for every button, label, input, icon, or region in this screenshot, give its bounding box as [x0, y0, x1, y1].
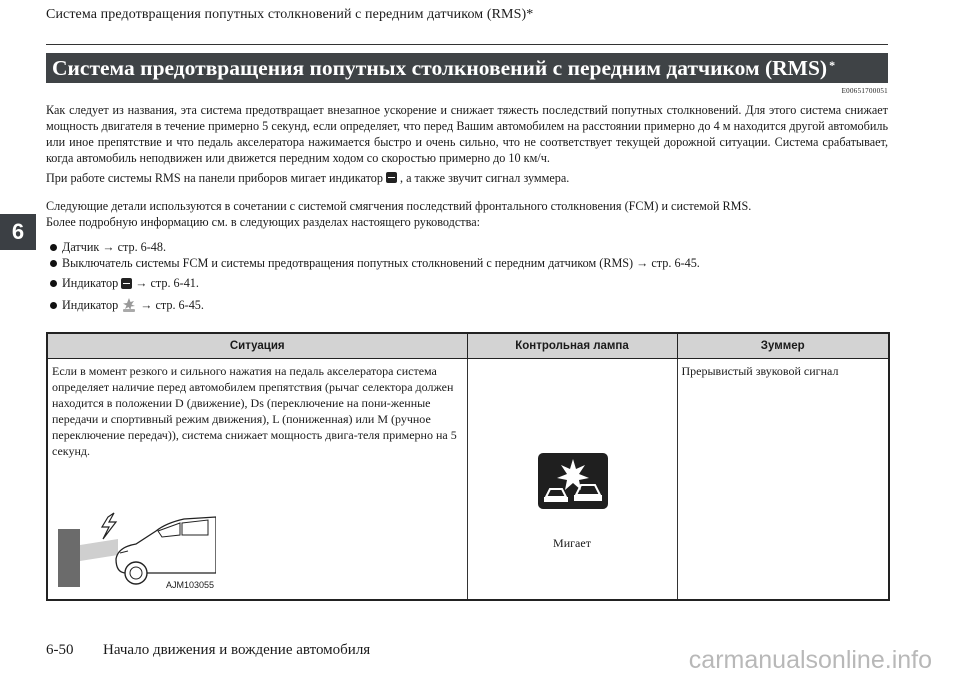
section-title-band: [46, 53, 888, 83]
running-header: Система предотвращения попутных столкновений с передним датчиком (RMS)*: [46, 7, 534, 22]
bullet-icon: [50, 280, 57, 287]
page-number: 6-50: [46, 642, 74, 658]
figure-code: AJM103055: [166, 580, 215, 590]
list-item: [50, 297, 204, 313]
list-item: [50, 275, 199, 291]
section-title: Система предотвращения попутных столкновений с передним датчиком (RMS): [52, 56, 828, 80]
bullet-icon: [50, 244, 57, 251]
indicator-text-after: , а также звучит сигнал зуммера.: [400, 171, 570, 185]
buzzer-text: Прерывистый звуковой сигнал: [681, 364, 839, 378]
rms-indicator-icon: [121, 278, 132, 289]
list-item-text-before: Индикатор: [62, 298, 119, 312]
section-title-star: *: [829, 58, 836, 72]
column-header-lamp: Контрольная лампа: [467, 333, 677, 359]
situation-table: [46, 332, 890, 601]
list-item-text[interactable]: Выключатель системы FCM и системы предотвращения попутных столкновений с передним датчиком (RMS) → стр. 6-45.: [62, 256, 700, 270]
table-row: [47, 359, 889, 601]
list-item-text-after[interactable]: → стр. 6-45.: [140, 298, 204, 312]
watermark: carmanualsonline.info: [688, 646, 932, 674]
column-header-buzzer: Зуммер: [677, 333, 889, 359]
situation-text: Если в момент резкого и сильного нажатия на педаль акселератора система определяет наличие перед автомобилем препятствия (рычаг селектора должен находится в положении D (движение), Ds (переключение на пони-женные передачи и спортивный режим движения), L (пониженная) или M (ручное переключение передач)), система снижает мощность двига-теля примерно на 5 секунд.: [52, 364, 457, 458]
list-item-text[interactable]: Датчик → стр. 6-48.: [62, 240, 167, 254]
lamp-cell: [467, 359, 677, 601]
chapter-tab[interactable]: 6: [0, 214, 36, 250]
bullet-icon: [50, 260, 57, 267]
intro-paragraph: Как следует из названия, эта система предотвращает внезапное ускорение и снижает тяжесть последствий попутных столкновений. Для этого система снижает мощность двигателя в течение примерно 5 секунд, если определяет, что перед Вашим автомобилем на расстоянии примерно до 4 м находится другой автомобиль или иное препятствие и что педаль акселератора нажимается быстро и очень сильно, что не соответствует текущей дорожной ситуации. Система срабатывает, когда автомобиль неподвижен или движется передним ходом со скоростью примерно до 10 км/ч.: [46, 103, 888, 165]
indicator-paragraph: [46, 170, 888, 186]
chapter-title: Начало движения и вождение автомобиля: [103, 642, 371, 658]
related-line-1: Следующие детали используются в сочетании с системой смягчения последствий фронтального столкновения (FCM) и системой RMS.: [46, 199, 752, 213]
section-code: E00651700051: [841, 87, 888, 95]
related-paragraph: [46, 198, 888, 230]
situation-cell: [47, 359, 467, 601]
rms-warning-lamp-icon: [538, 453, 608, 509]
bullet-icon: [50, 302, 57, 309]
related-line-2: Более подробную информацию см. в следующих разделах настоящего руководства:: [46, 215, 480, 229]
buzzer-cell: [677, 359, 889, 601]
header-rule: [46, 44, 888, 45]
column-header-situation: Ситуация: [47, 333, 467, 359]
indicator-text-before: При работе системы RMS на панели приборов мигает индикатор: [46, 171, 383, 185]
lamp-caption: Мигает: [553, 536, 591, 550]
table-header-row: [47, 333, 889, 359]
list-item-text-after[interactable]: → стр. 6-41.: [135, 276, 199, 290]
rms-indicator-icon: [386, 172, 397, 183]
list-item: [50, 239, 166, 255]
fcm-off-indicator-icon: [121, 297, 137, 313]
list-item: [50, 255, 700, 271]
list-item-text-before: Индикатор: [62, 276, 119, 290]
